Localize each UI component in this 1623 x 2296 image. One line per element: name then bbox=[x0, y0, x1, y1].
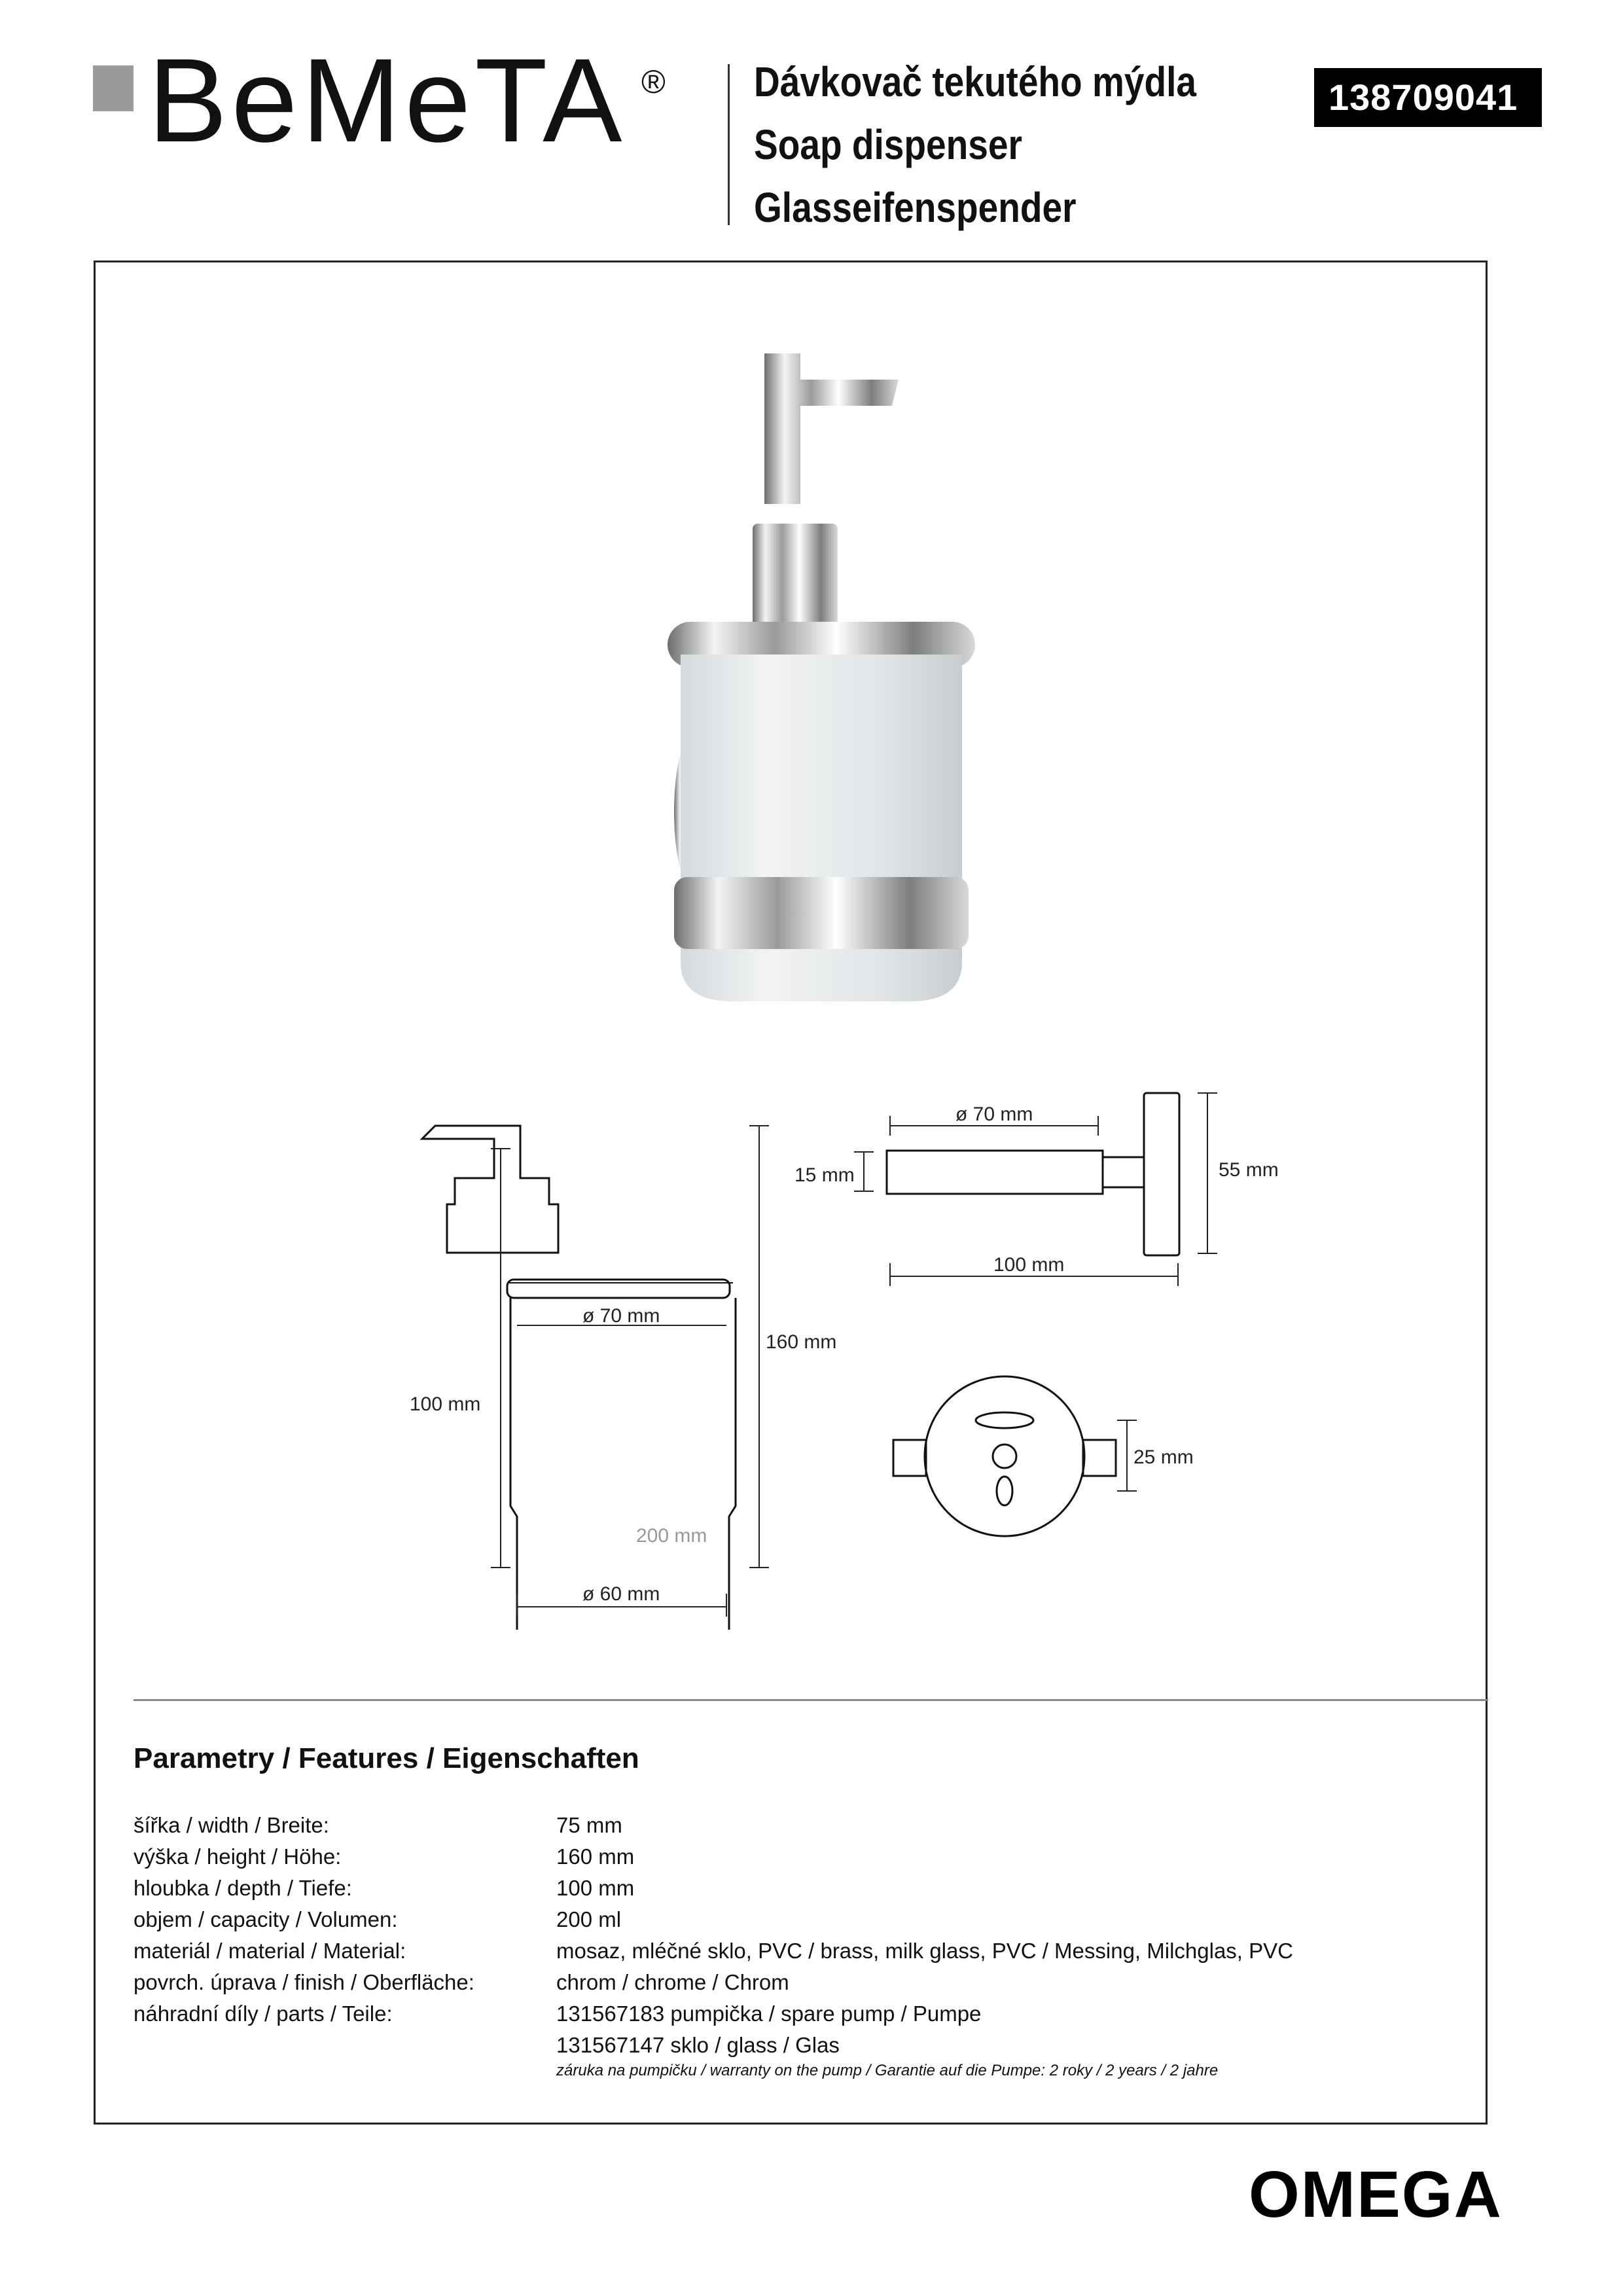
spec-value-height: 160 mm bbox=[556, 1844, 635, 1869]
title-german: Glasseifenspender bbox=[754, 184, 1077, 231]
registered-mark: ® bbox=[641, 63, 666, 100]
spec-value-finish: chrom / chrome / Chrom bbox=[556, 1970, 789, 1994]
spec-label-width: šířka / width / Breite: bbox=[134, 1813, 329, 1837]
series-name: OMEGA bbox=[1249, 2158, 1503, 2231]
dim-hole-spacing: 25 mm bbox=[1133, 1446, 1194, 1468]
title-english: Soap dispenser bbox=[754, 121, 1022, 168]
dim-glass-height: 100 mm bbox=[410, 1393, 481, 1415]
dim-arm-height: 15 mm bbox=[794, 1164, 855, 1186]
product-photo bbox=[654, 340, 1021, 1047]
logo-mark bbox=[93, 65, 134, 111]
spec-label-material: materiál / material / Material: bbox=[134, 1939, 406, 1963]
spec-value-depth: 100 mm bbox=[556, 1876, 635, 1900]
spec-value-parts-pump: 131567183 pumpička / spare pump / Pumpe bbox=[556, 2001, 982, 2026]
holder-ring bbox=[674, 877, 969, 949]
spec-label-finish: povrch. úprava / finish / Oberfläche: bbox=[134, 1970, 474, 1994]
spec-value-width: 75 mm bbox=[556, 1813, 622, 1837]
dim-total-height: 160 mm bbox=[766, 1331, 837, 1353]
pump-neck bbox=[753, 524, 838, 628]
dim-depth: 100 mm bbox=[993, 1254, 1065, 1276]
pump-spout bbox=[764, 353, 899, 504]
header-divider bbox=[728, 64, 730, 225]
product-code: 138709041 bbox=[1314, 68, 1542, 127]
dim-side-diameter: ø 70 mm bbox=[955, 1103, 1033, 1125]
warranty-note: záruka na pumpičku / warranty on the pump / Garantie auf die Pumpe: 2 roky / 2 years / 2 jahre bbox=[556, 2062, 1219, 2079]
spec-label-height: výška / height / Höhe: bbox=[134, 1844, 342, 1869]
spec-label-parts: náhradní díly / parts / Teile: bbox=[134, 2001, 393, 2026]
spec-value-material: mosaz, mléčné sklo, PVC / brass, milk glass, PVC / Messing, Milchglas, PVC bbox=[556, 1939, 1293, 1963]
spec-label-capacity: objem / capacity / Volumen: bbox=[134, 1907, 398, 1931]
spec-value-parts-glass: 131567147 sklo / glass / Glas bbox=[556, 2033, 840, 2057]
dim-rosette-height: 55 mm bbox=[1219, 1159, 1279, 1181]
brand-logo: BeMeTA bbox=[148, 33, 626, 167]
technical-drawings bbox=[393, 1073, 1309, 1630]
dim-capacity: 200 mm bbox=[636, 1525, 707, 1547]
spec-label-depth: hloubka / depth / Tiefe: bbox=[134, 1876, 352, 1900]
spec-value-capacity: 200 ml bbox=[556, 1907, 622, 1931]
section-separator bbox=[134, 1699, 1488, 1701]
title-czech: Dávkovač tekutého mýdla bbox=[754, 58, 1197, 105]
features-heading: Parametry / Features / Eigenschaften bbox=[134, 1742, 639, 1774]
dim-lid-diameter: ø 70 mm bbox=[582, 1305, 660, 1327]
dim-base-diameter: ø 60 mm bbox=[582, 1583, 660, 1605]
glass-body bbox=[681, 655, 962, 1001]
